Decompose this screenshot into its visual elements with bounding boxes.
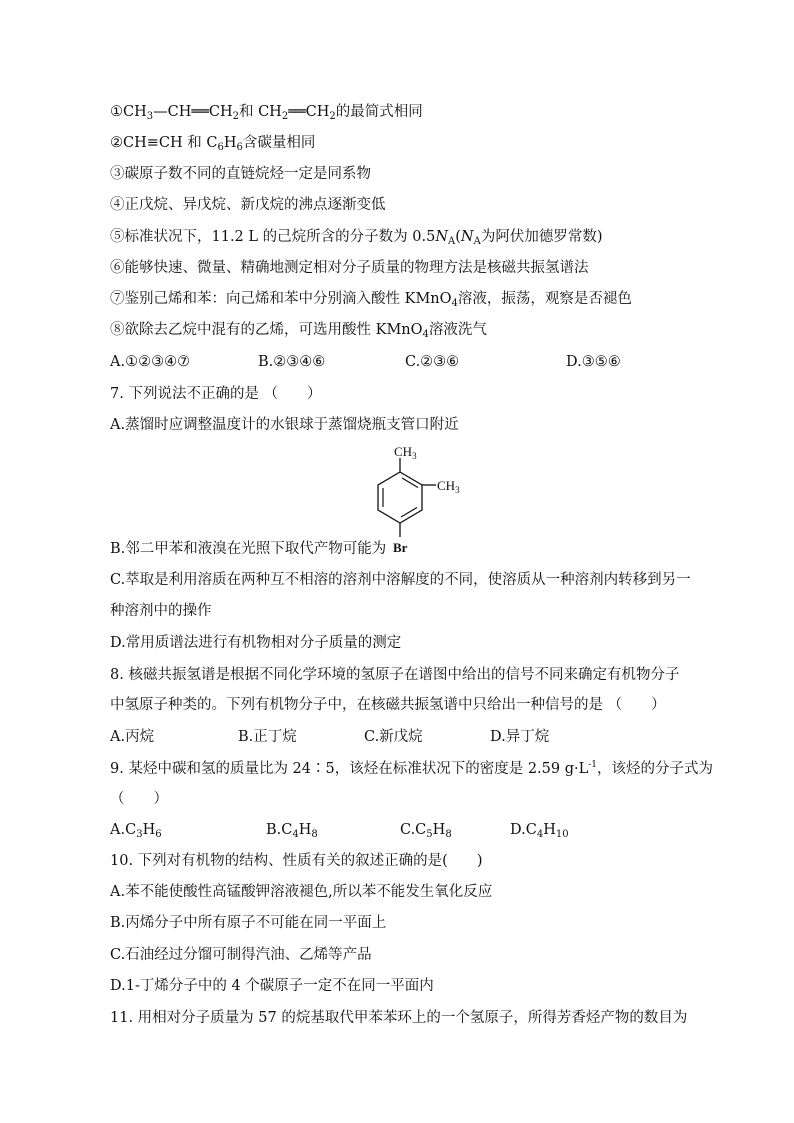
question-8-stem-line2: 中氢原子种类的。下列有机物分子中，在核磁共振氢谱中只给出一种信号的是 （ ） xyxy=(110,697,666,713)
q9-option-c[interactable]: $C.C_5H_8$ xyxy=(400,822,452,840)
q10-option-b[interactable]: B.丙烯分子中所有原子不可能在同一平面上 xyxy=(110,915,387,931)
statement-8: ⑧欲除去乙烷中混有的乙烯，可选用酸性 KMnO$_4$溶液洗气 xyxy=(110,322,487,340)
q9-option-d[interactable]: $D.C_4H_{10}$ xyxy=(510,822,569,840)
statement-6: ⑥能够快速、微量、精确地测定相对分子质量的物理方法是核磁共振氢谱法 xyxy=(110,260,589,276)
question-10-stem: 10. 下列对有机物的结构、性质有关的叙述正确的是( ) xyxy=(110,853,483,869)
question-11-stem: 11. 用相对分子质量为 57 的烷基取代甲苯苯环上的一个氢原子，所得芳香烃产物的数目为 xyxy=(110,1010,688,1026)
q6-option-b[interactable]: B.②③④⑥ xyxy=(258,354,326,370)
bromo-label: Br xyxy=(393,540,408,555)
methyl-side-label: $CH_3$ xyxy=(437,478,460,495)
q9-option-a[interactable]: $A.C_3H_6$ xyxy=(110,822,162,840)
q8-option-c[interactable]: C.新戊烷 xyxy=(364,729,423,745)
statement-2: ②CH≡CH 和 $C_6H_6$含碳量相同 xyxy=(110,135,316,153)
q10-option-a[interactable]: A.苯不能使酸性高锰酸钾溶液褪色,所以苯不能发生氧化反应 xyxy=(110,884,493,900)
q7-option-b[interactable]: B.邻二甲苯和液溴在光照下取代产物可能为 xyxy=(110,541,387,557)
q8-option-d[interactable]: D.异丁烷 xyxy=(490,729,550,745)
q7-option-c-line2[interactable]: 种溶剂中的操作 xyxy=(110,603,212,619)
statement-5: ⑤标准状况下，11.2 L 的己烷所含的分子数为 $0.5N_A(N_A$为阿伏加德罗常数) xyxy=(110,229,603,247)
q7-option-a[interactable]: A.蒸馏时应调整温度计的水银球于蒸馏烧瓶支管口附近 xyxy=(110,417,459,433)
q8-option-a[interactable]: A.丙烷 xyxy=(110,729,155,745)
q7-option-c-line1[interactable]: C.萃取是利用溶质在两种互不相溶的溶剂中溶解度的不同，使溶质从一种溶剂内转移到另一 xyxy=(110,572,691,588)
double-bond-1 xyxy=(402,478,418,488)
question-7-stem: 7. 下列说法不正确的是 （ ） xyxy=(110,386,322,402)
q10-option-d[interactable]: D.1-丁烯分子中的 4 个碳原子一定不在同一平面内 xyxy=(110,978,434,994)
q8-option-b[interactable]: B.正丁烷 xyxy=(238,729,297,745)
question-8-stem-line1: 8. 核磁共振氢谱是根据不同化学环境的氢原子在谱图中给出的信号不同来确定有机物分子 xyxy=(110,667,680,683)
q9-option-b[interactable]: $B.C_4H_8$ xyxy=(266,822,318,840)
double-bond-2 xyxy=(401,508,417,518)
q6-option-a[interactable]: A.①②③④⑦ xyxy=(110,354,191,370)
statement-7: ⑦鉴别己烯和苯：向己烯和苯中分别滴入酸性 KMnO$_4$溶液，振荡，观察是否褪色 xyxy=(110,291,632,309)
statement-4: ④正戊烷、异戊烷、新戊烷的沸点逐渐变低 xyxy=(110,197,386,213)
question-9-stem-line2: （ ） xyxy=(110,791,168,807)
q6-option-d[interactable]: D.③⑤⑥ xyxy=(566,354,621,370)
q6-option-c[interactable]: C.②③⑥ xyxy=(405,354,460,370)
question-9-stem-line1: 9. 某烃中碳和氢的质量比为 24∶5，该烃在标准状况下的密度是 2.59 $g\cdot L^{-1}$，该烃的分子式为 xyxy=(110,760,714,777)
statement-1: $①CH_3—CH══CH_2$和 $CH_2══CH_2$的最简式相同 xyxy=(110,104,423,122)
statement-3: ③碳原子数不同的直链烷烃一定是同系物 xyxy=(110,166,371,182)
q7-option-d[interactable]: D.常用质谱法进行有机物相对分子质量的测定 xyxy=(110,635,402,651)
benzene-ring xyxy=(378,472,422,523)
q10-option-c[interactable]: C.石油经过分馏可制得汽油、乙烯等产品 xyxy=(110,947,372,963)
methyl-top-label: $CH_3$ xyxy=(394,444,417,461)
